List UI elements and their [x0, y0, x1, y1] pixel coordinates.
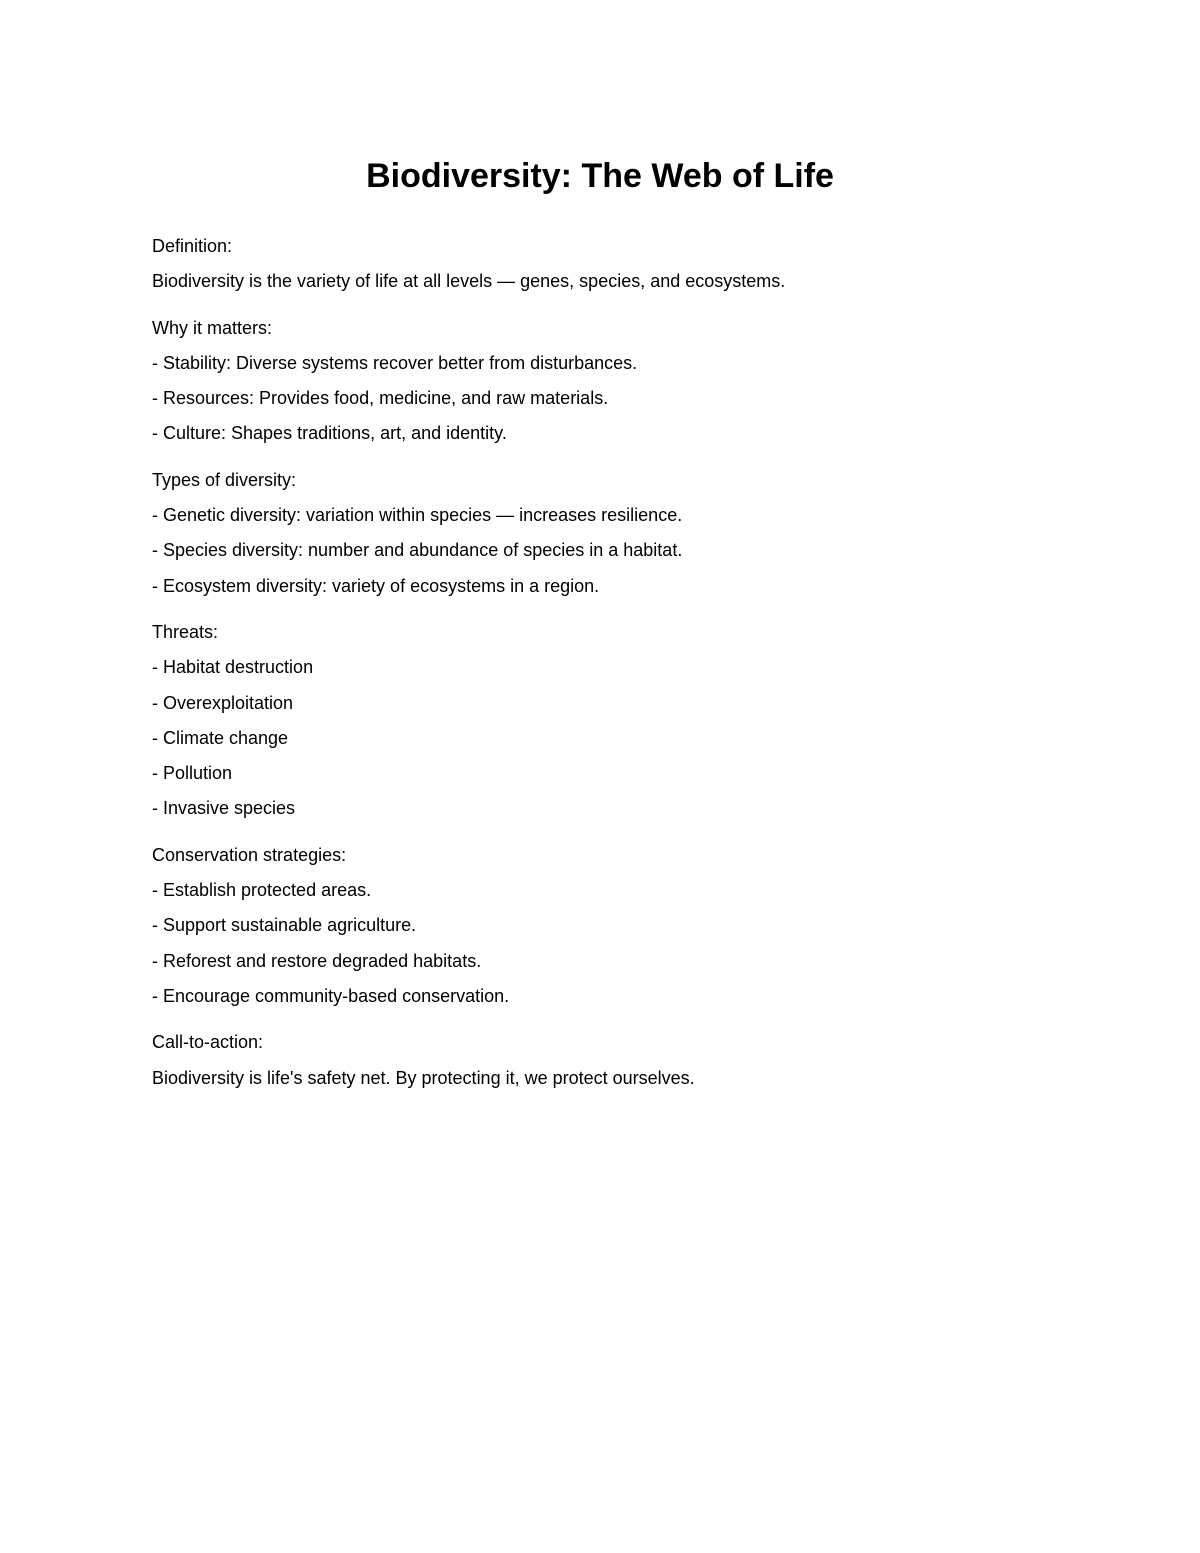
list-item: - Support sustainable agriculture. — [152, 915, 417, 936]
list-item: - Climate change — [152, 727, 289, 748]
list-item: - Genetic diversity: variation within species — increases resilience. — [152, 505, 683, 526]
paragraph: Biodiversity is life's safety net. By protecting it, we protect ourselves. — [152, 1067, 695, 1088]
section-heading: Definition: — [152, 236, 233, 256]
list-item: - Habitat destruction — [152, 657, 314, 678]
section-heading: Call-to-action: — [152, 1032, 264, 1053]
document-title: Biodiversity: The Web of Life — [366, 157, 834, 195]
section-heading: Threats: — [152, 621, 219, 642]
list-item: - Species diversity: number and abundance of species in a habitat. — [152, 540, 683, 561]
section-heading: Conservation strategies: — [152, 844, 347, 865]
section-call-to-action — [152, 1025, 1112, 1096]
section-heading: Types of diversity: — [152, 469, 297, 490]
list-item: - Overexploitation — [152, 692, 294, 713]
document-body — [152, 229, 1112, 1107]
list-item: - Invasive species — [152, 798, 296, 819]
section-types-of-diversity — [152, 463, 1112, 604]
list-item: - Stability: Diverse systems recover better from disturbances. — [152, 352, 638, 373]
section-threats — [152, 615, 1112, 827]
list-item: - Reforest and restore degraded habitats. — [152, 950, 482, 971]
list-item: - Pollution — [152, 763, 233, 784]
list-item: - Resources: Provides food, medicine, and raw materials. — [152, 388, 609, 409]
paragraph: Biodiversity is the variety of life at all levels — genes, species, and ecosystems. — [152, 271, 786, 292]
list-item: - Encourage community-based conservation. — [152, 985, 510, 1006]
section-conservation-strategies — [152, 838, 1112, 1014]
list-item: - Ecosystem diversity: variety of ecosystems in a region. — [152, 575, 600, 596]
section-definition — [152, 229, 1112, 300]
list-item: - Culture: Shapes traditions, art, and identity. — [152, 423, 507, 444]
list-item: - Establish protected areas. — [152, 880, 372, 901]
section-heading: Why it matters: — [152, 317, 273, 338]
section-why-it-matters — [152, 311, 1112, 452]
